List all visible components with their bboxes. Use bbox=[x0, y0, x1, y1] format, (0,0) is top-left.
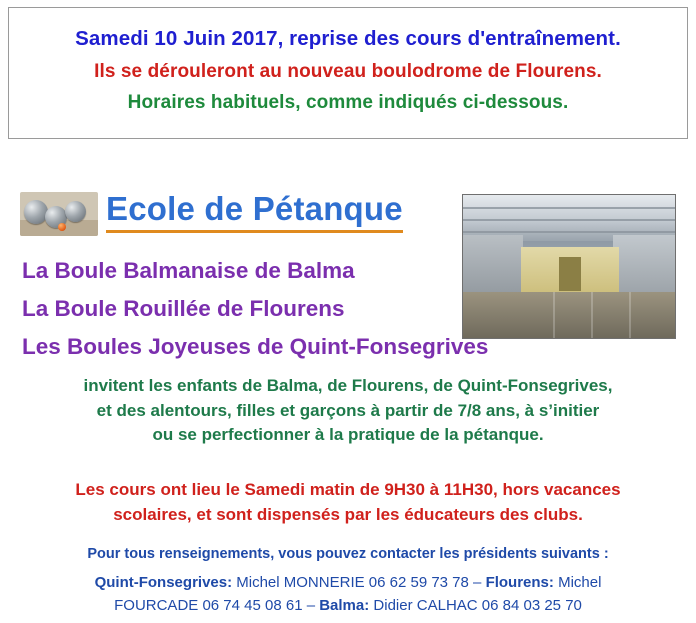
flyer-body bbox=[8, 152, 688, 616]
schedule-line-1: Les cours ont lieu le Samedi matin de 9H30 à 11H30, hors vacances bbox=[75, 480, 621, 499]
announcement-line-1: Samedi 10 Juin 2017, reprise des cours d'entraînement. bbox=[75, 27, 621, 50]
club-name-1: La Boule Balmanaise de Balma bbox=[22, 258, 355, 283]
invitation-line-1: invitent les enfants de Balma, de Flourens, de Quint-Fonsegrives, bbox=[83, 376, 613, 395]
contact-text-balma: Didier CALHAC 06 84 03 25 70 bbox=[369, 596, 582, 614]
contact-line-2 bbox=[48, 595, 648, 618]
club-name-3: Les Boules Joyeuses de Quint-Fonsegrives bbox=[22, 334, 489, 359]
contact-label-quint: Quint-Fonsegrives: bbox=[94, 574, 233, 591]
school-title-row bbox=[20, 190, 460, 238]
announcement-line-2: Ils se dérouleront au nouveau boulodrome de Flourens. bbox=[94, 60, 602, 82]
schedule-text bbox=[24, 478, 672, 527]
invitation-text bbox=[24, 374, 672, 448]
contact-text-fourcade: FOURCADE 06 74 45 08 61 – bbox=[114, 596, 320, 614]
contact-heading: Pour tous renseignements, vous pouvez contacter les présidents suivants : bbox=[87, 546, 609, 562]
contact-text-quint: Michel MONNERIE 06 62 59 73 78 – bbox=[232, 574, 486, 591]
invitation-line-3: ou se perfectionner à la pratique de la pétanque. bbox=[152, 425, 544, 445]
announcement-line-3: Horaires habituels, comme indiqués ci-dessous. bbox=[127, 92, 569, 114]
contact-details bbox=[48, 572, 648, 617]
petanque-boules-icon bbox=[20, 192, 98, 236]
club-name-2: La Boule Rouillée de Flourens bbox=[22, 296, 345, 321]
bottom-spacer bbox=[0, 616, 696, 623]
contact-label-flourens: Flourens: bbox=[485, 574, 554, 591]
announcement-box bbox=[8, 7, 688, 139]
schedule-line-2: scolaires, et sont dispensés par les éducateurs des clubs. bbox=[113, 504, 583, 524]
contact-text-flourens: Michel bbox=[553, 574, 602, 591]
invitation-line-2: et des alentours, filles et garçons à partir de 7/8 ans, à s’initier bbox=[96, 400, 600, 420]
contact-label-balma: Balma: bbox=[319, 596, 370, 614]
page-title: Ecole de Pétanque bbox=[106, 190, 403, 233]
bouldrome-interior-photo bbox=[462, 194, 676, 339]
contact-line-1 bbox=[48, 572, 648, 595]
